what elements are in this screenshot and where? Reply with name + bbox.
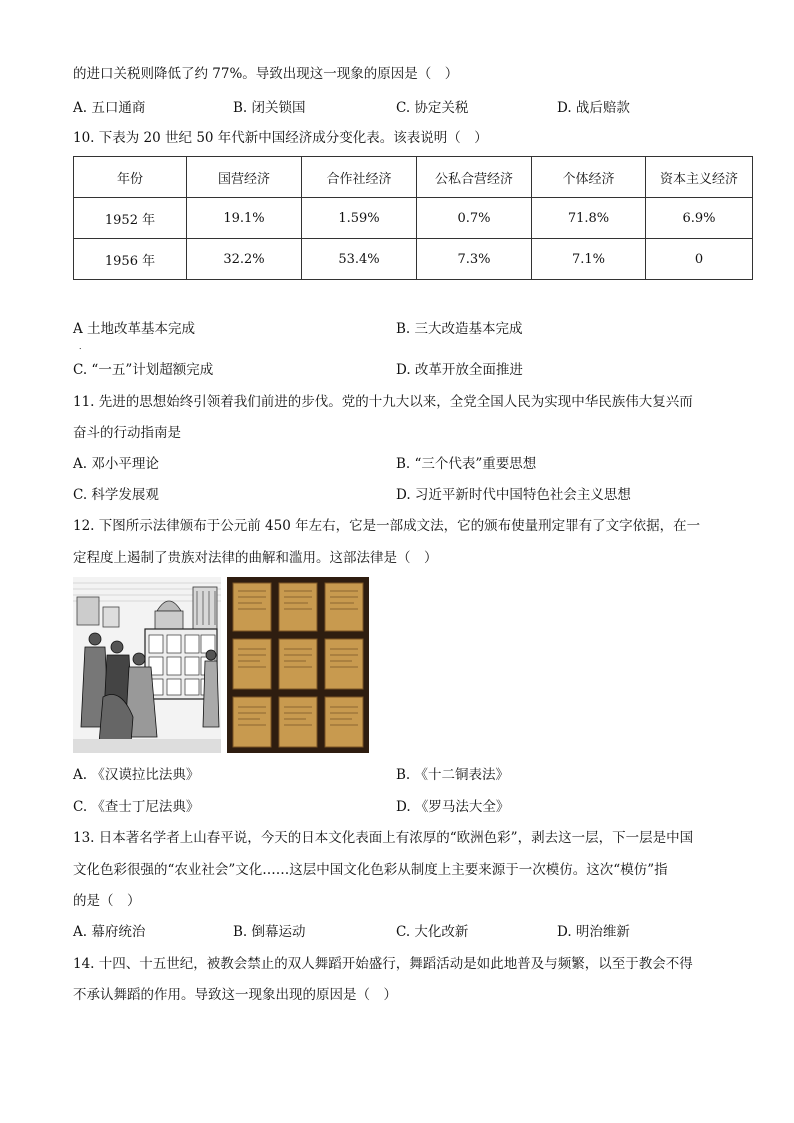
- q10-option-c[interactable]: C. “一五”计划超额完成: [73, 362, 214, 378]
- q10-stem: 10. 下表为 20 世纪 50 年代新中国经济成分变化表。该表说明（ ）: [73, 130, 488, 146]
- table-cell: 32.2%: [187, 239, 302, 280]
- table-row: [74, 239, 753, 280]
- q12-option-b[interactable]: B. 《十二铜表法》: [396, 767, 510, 783]
- stray-dot: ．: [79, 342, 87, 351]
- q11-option-a[interactable]: A. 邓小平理论: [73, 456, 159, 472]
- q13-stem-line2: 文化色彩很强的“农业社会”文化……这层中国文化色彩从制度上主要来源于一次模仿。这次“模仿”指: [73, 862, 668, 878]
- q12-stem-line1: 12. 下图所示法律颁布于公元前 450 年左右，它是一部成文法，它的颁布使量刑定罪有了文字依据，在一: [73, 518, 701, 534]
- q10-option-d[interactable]: D. 改革开放全面推进: [396, 362, 523, 378]
- table-cell: 71.8%: [532, 198, 646, 239]
- q12-option-d[interactable]: D. 《罗马法大全》: [396, 799, 510, 815]
- economy-table: [73, 156, 753, 280]
- table-header: 公私合营经济: [417, 157, 532, 198]
- q9-stem: 的进口关税则降低了约 77%。导致出现这一现象的原因是（ ）: [73, 66, 459, 82]
- table-header-row: [74, 157, 753, 198]
- table-cell: 6.9%: [646, 198, 753, 239]
- table-cell: 7.1%: [532, 239, 646, 280]
- q13-option-d[interactable]: D. 明治维新: [557, 924, 630, 940]
- q11-option-c[interactable]: C. 科学发展观: [73, 487, 159, 503]
- table-cell: 19.1%: [187, 198, 302, 239]
- q13-option-b[interactable]: B. 倒幕运动: [233, 924, 306, 940]
- q11-option-b[interactable]: B. “三个代表”重要思想: [396, 456, 537, 472]
- q9-option-d[interactable]: D. 战后赔款: [557, 100, 630, 116]
- roman-engraving-image: [73, 577, 221, 753]
- q10-option-b[interactable]: B. 三大改造基本完成: [396, 321, 523, 337]
- q14-stem-line1: 14. 十四、十五世纪，被教会禁止的双人舞蹈开始盛行，舞蹈活动是如此地普及与频繁，以至于教会不得: [73, 956, 693, 972]
- q11-stem-line2: 奋斗的行动指南是: [73, 425, 181, 441]
- table-cell: 1956 年: [74, 239, 187, 280]
- q9-option-b[interactable]: B. 闭关锁国: [233, 100, 306, 116]
- q11-stem-line1: 11. 先进的思想始终引领着我们前进的步伐。党的十九大以来，全党全国人民为实现中华民族伟大复兴而: [73, 394, 693, 410]
- q10-option-a[interactable]: A 土地改革基本完成: [73, 321, 196, 337]
- table-cell: 53.4%: [302, 239, 417, 280]
- q9-option-a[interactable]: A. 五口通商: [73, 100, 146, 116]
- q12-option-a[interactable]: A. 《汉谟拉比法典》: [73, 767, 200, 783]
- q13-option-c[interactable]: C. 大化改新: [396, 924, 469, 940]
- table-cell: 7.3%: [417, 239, 532, 280]
- q14-stem-line2: 不承认舞蹈的作用。导致这一现象出现的原因是（ ）: [73, 987, 397, 1003]
- q13-option-a[interactable]: A. 幕府统治: [73, 924, 146, 940]
- table-header: 个体经济: [532, 157, 646, 198]
- q9-option-c[interactable]: C. 协定关税: [396, 100, 469, 116]
- table-header: 合作社经济: [302, 157, 417, 198]
- table-cell: 0.7%: [417, 198, 532, 239]
- q12-stem-line2: 定程度上遏制了贵族对法律的曲解和滥用。这部法律是（ ）: [73, 550, 438, 566]
- q11-option-d[interactable]: D. 习近平新时代中国特色社会主义思想: [396, 487, 631, 503]
- table-cell: 1952 年: [74, 198, 187, 239]
- bronze-tablets-image: [227, 577, 369, 753]
- table-header: 年份: [74, 157, 187, 198]
- table-cell: 1.59%: [302, 198, 417, 239]
- table-header: 国营经济: [187, 157, 302, 198]
- q13-stem-line1: 13. 日本著名学者上山春平说，今天的日本文化表面上有浓厚的“欧洲色彩”，剥去这一层，下一层是中国: [73, 830, 694, 846]
- table-cell: 0: [646, 239, 753, 280]
- q13-stem-line3: 的是（ ）: [73, 893, 141, 909]
- q12-option-c[interactable]: C. 《查士丁尼法典》: [73, 799, 200, 815]
- table-header: 资本主义经济: [646, 157, 753, 198]
- table-row: [74, 198, 753, 239]
